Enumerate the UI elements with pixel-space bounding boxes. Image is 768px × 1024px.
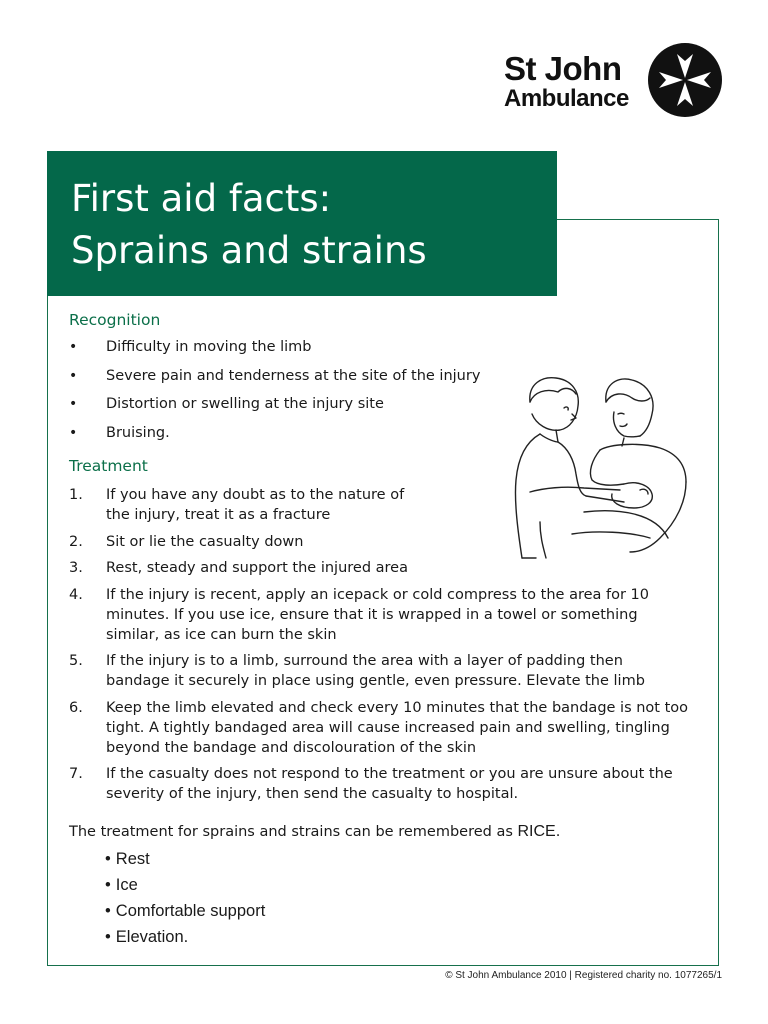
logo-line-1: St John: [504, 50, 622, 87]
step-text: If the injury is to a limb, surround the area with a layer of padding then bandage it securely in place using gentle, even pressure. Elevate the limb: [106, 653, 645, 689]
step-text: If the casualty does not respond to the treatment or you are unsure about the severity of the injury, then send the casualty to hospital.: [106, 766, 673, 802]
recognition-item-text: Difficulty in moving the limb: [106, 339, 312, 355]
first-aid-illustration: [500, 362, 720, 567]
step-text: If the injury is recent, apply an icepack or cold compress to the area for 10 minutes. If you use ice, ensure that it is wrapped in a towel or something similar, as ice can burn the skin: [106, 586, 650, 643]
rice-item-text: Elevation.: [115, 928, 189, 946]
title-banner: [47, 151, 557, 296]
rice-period: .: [555, 824, 561, 840]
list-item: [69, 651, 689, 691]
list-item: [69, 485, 426, 525]
step-text: If you have any doubt as to the nature of the injury, treat it as a fracture: [106, 487, 405, 523]
recognition-item-text: Bruising.: [106, 424, 170, 441]
st-john-ambulance-logo: [500, 42, 730, 120]
step-number: 4.: [69, 586, 83, 603]
rice-intro-text: The treatment for sprains and strains can be remembered as: [69, 824, 513, 840]
bullet-glyph: •: [69, 339, 78, 355]
step-number: 2.: [69, 533, 83, 550]
bullet-glyph: •: [69, 367, 78, 384]
list-item: [105, 900, 689, 926]
rice-acronym: RICE: [517, 823, 556, 840]
casualty-figure: [572, 379, 686, 552]
rice-item-text: Comfortable support: [115, 902, 266, 920]
list-item: [105, 848, 689, 874]
step-number: 6.: [69, 699, 83, 716]
title-line-1: First aid facts:: [71, 177, 332, 220]
rice-item-text: Ice: [115, 876, 138, 894]
list-item: [69, 764, 689, 804]
logo-line-2: Ambulance: [504, 85, 629, 112]
step-text: Rest, steady and support the injured area: [106, 560, 408, 576]
list-item: [69, 585, 689, 645]
step-number: 5.: [69, 653, 83, 669]
bullet-glyph: •: [69, 424, 78, 441]
bullet-glyph: •: [69, 396, 78, 412]
step-number: 1.: [69, 487, 83, 503]
logo-wordmark: [504, 52, 629, 111]
maltese-cross-icon: [647, 42, 723, 118]
bullet-glyph: •: [105, 902, 111, 920]
step-number: 3.: [69, 560, 83, 576]
rice-list: [105, 848, 689, 952]
recognition-item-text: Distortion or swelling at the injury site: [106, 396, 384, 412]
bullet-glyph: •: [105, 876, 111, 894]
recognition-item-text: Severe pain and tenderness at the site of the injury: [106, 367, 481, 384]
first-aider-figure: [515, 378, 624, 558]
title-line-2: Sprains and strains: [71, 229, 427, 272]
step-text: Sit or lie the casualty down: [106, 533, 304, 550]
copyright-footer: © St John Ambulance 2010 | Registered charity no. 1077265/1: [445, 970, 722, 981]
list-item: [69, 698, 689, 758]
rice-intro: [69, 822, 689, 842]
rice-item-text: Rest: [115, 850, 150, 868]
list-item: [105, 874, 689, 900]
bullet-glyph: •: [105, 850, 111, 868]
page-title: [71, 173, 557, 277]
step-text: Keep the limb elevated and check every 10 minutes that the bandage is not too tight. A tightly bandaged area will cause increased pain and swelling, tingling beyond the bandage and discolouration of the skin: [106, 699, 689, 756]
treatment-heading: Treatment: [69, 457, 148, 475]
bullet-glyph: •: [105, 928, 111, 946]
list-item: [105, 926, 689, 952]
recognition-heading: Recognition: [69, 311, 161, 329]
step-number: 7.: [69, 766, 83, 782]
